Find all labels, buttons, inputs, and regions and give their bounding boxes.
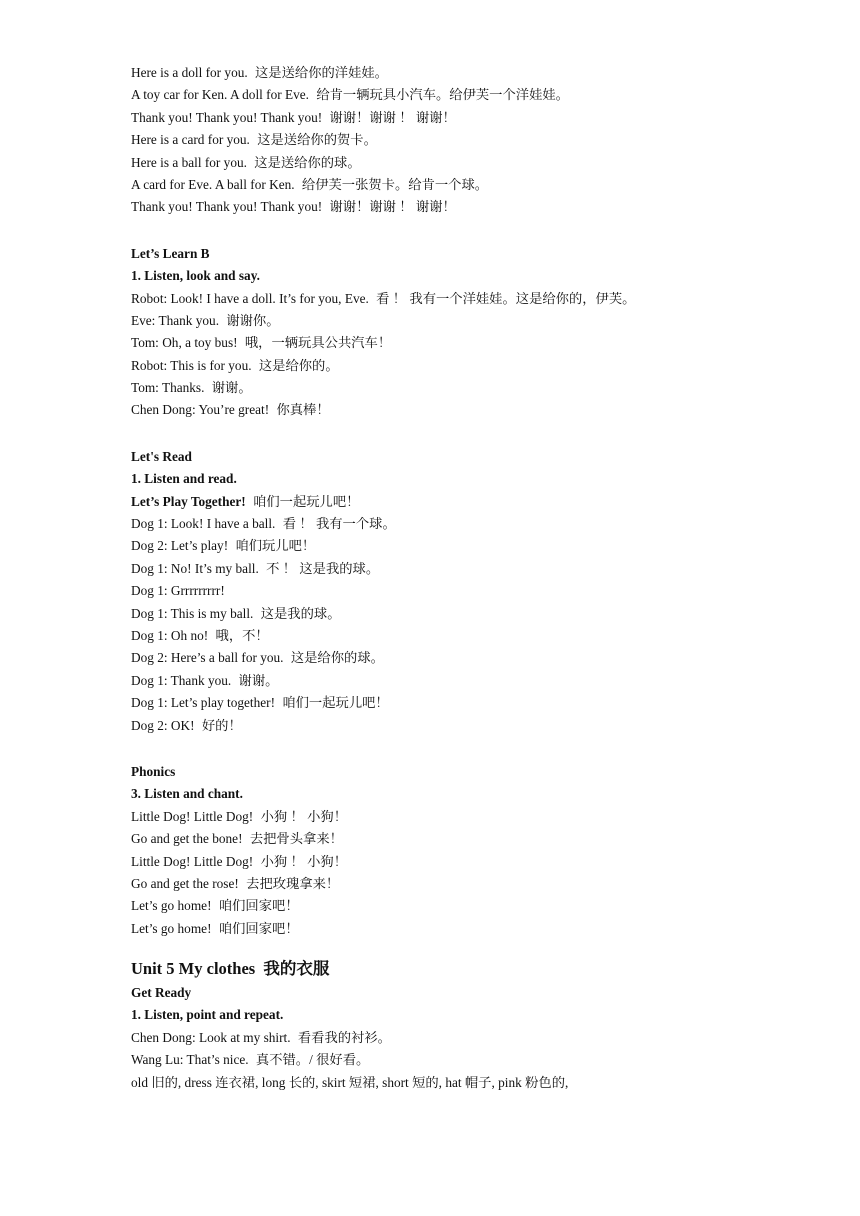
chant-line: Little Dog! Little Dog! 小狗 ！ 小狗！ xyxy=(131,808,347,824)
section-heading: Let’s Learn B xyxy=(131,245,210,261)
dialogue-line: Tom: Oh, a toy bus! 哦，一辆玩具公共汽车！ xyxy=(131,335,392,351)
chant-line: Go and get the rose! 去把玫瑰拿来！ xyxy=(131,875,340,891)
chant-line: Little Dog! Little Dog! 小狗 ！ 小狗！ xyxy=(131,853,347,869)
section-phonics xyxy=(131,761,831,940)
dialogue-line: Dog 1: No! It’s my ball. 不 ！ 这是我的球。 xyxy=(131,560,380,576)
document-page xyxy=(131,62,831,1094)
text-line: A card for Eve. A ball for Ken. 给伊芙一张贺卡。给肯一个球。 xyxy=(131,176,489,192)
text-line: Here is a card for you. 这是送给你的贺卡。 xyxy=(131,132,377,148)
text-line: Here is a ball for you. 这是送给你的球。 xyxy=(131,154,361,170)
dialogue-line: Chen Dong: You’re great! 你真棒！ xyxy=(131,402,330,418)
text-block-gifts xyxy=(131,62,831,219)
dialogue-line: Tom: Thanks. 谢谢。 xyxy=(131,380,252,396)
dialogue-line: Chen Dong: Look at my shirt. 看看我的衬衫。 xyxy=(131,1029,391,1045)
section-subheading: 1. Listen, point and repeat. xyxy=(131,1007,284,1023)
section-heading: Phonics xyxy=(131,763,176,779)
dialogue-line: Dog 1: Oh no! 哦，不！ xyxy=(131,627,269,643)
dialogue-line: Dog 2: Let’s play! 咱们玩儿吧！ xyxy=(131,538,316,554)
dialogue-line: Dog 1: Thank you. 谢谢。 xyxy=(131,672,279,688)
section-read xyxy=(131,446,831,737)
dialogue-line: Dog 2: Here’s a ball for you. 这是给你的球。 xyxy=(131,650,384,666)
vocab-line: old 旧的, dress 连衣裙, long 长的, skirt 短裙, short 短的, hat 帽子, pink 粉色的, xyxy=(131,1074,569,1090)
chant-line: Let’s go home! 咱们回家吧！ xyxy=(131,898,299,914)
dialogue-line: Eve: Thank you. 谢谢你。 xyxy=(131,312,280,328)
text-line: A toy car for Ken. A doll for Eve. 给肯一辆玩具小汽车。给伊芙一个洋娃娃。 xyxy=(131,87,569,103)
dialogue-line: Dog 1: Grrrrrrrrr! xyxy=(131,583,225,599)
text-line: Thank you! Thank you! Thank you! 谢谢！谢谢 ！ 谢谢！ xyxy=(131,199,456,215)
dialogue-line: Dog 1: This is my ball. 这是我的球。 xyxy=(131,605,341,621)
section-subheading: 1. Listen, look and say. xyxy=(131,268,260,284)
story-title: Let’s Play Together! 咱们一起玩儿吧！ xyxy=(131,493,360,509)
section-subheading: 1. Listen and read. xyxy=(131,471,237,487)
section-unit5 xyxy=(131,956,831,1094)
chant-line: Let’s go home! 咱们回家吧！ xyxy=(131,920,299,936)
dialogue-line: Dog 2: OK! 好的！ xyxy=(131,717,242,733)
unit-title: Unit 5 My clothes 我的衣服 xyxy=(131,959,330,979)
section-heading: Get Ready xyxy=(131,985,192,1001)
text-line: Thank you! Thank you! Thank you! 谢谢！谢谢 ！ 谢谢！ xyxy=(131,109,456,125)
text-line: Here is a doll for you. 这是送给你的洋娃娃。 xyxy=(131,65,388,80)
section-heading: Let's Read xyxy=(131,448,192,464)
section-learn-b xyxy=(131,243,831,422)
dialogue-line: Robot: This is for you. 这是给你的。 xyxy=(131,357,339,373)
section-subheading: 3. Listen and chant. xyxy=(131,786,243,802)
chant-line: Go and get the bone! 去把骨头拿来！ xyxy=(131,831,343,847)
dialogue-line: Dog 1: Look! I have a ball. 看 ！ 我有一个球。 xyxy=(131,516,396,532)
dialogue-line: Dog 1: Let’s play together! 咱们一起玩儿吧！ xyxy=(131,695,389,711)
dialogue-line: Robot: Look! I have a doll. It’s for you, Eve. 看 ！ 我有一个洋娃娃。这是给你的，伊芙。 xyxy=(131,290,636,306)
dialogue-line: Wang Lu: That’s nice. 真不错。/ 很好看。 xyxy=(131,1052,370,1068)
